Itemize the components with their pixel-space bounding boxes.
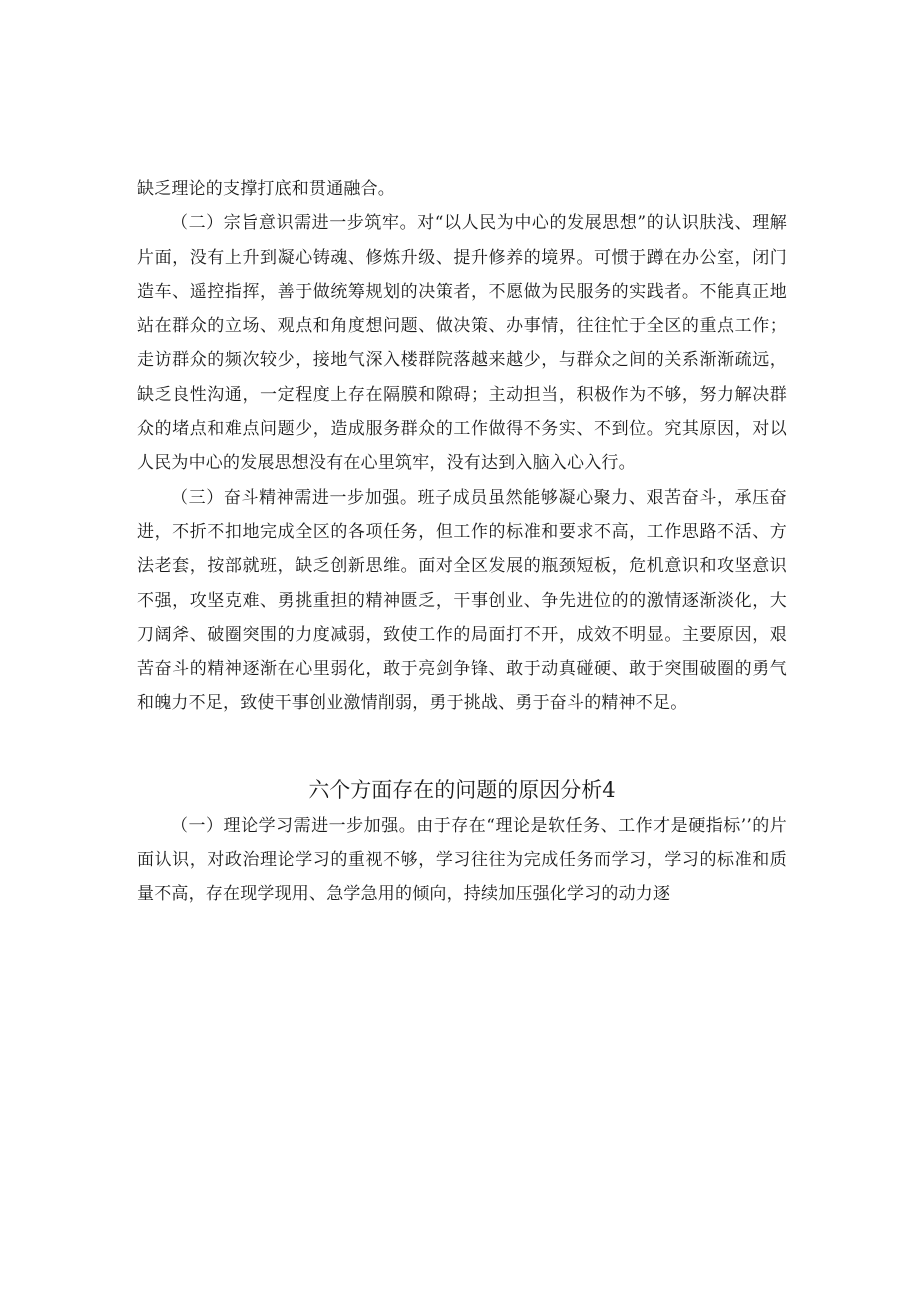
section-heading: 六个方面存在的问题的原因分析4 [308,777,616,802]
document-page [137,172,787,912]
paragraph-continuation: 缺乏理论的支撑打底和贯通融合。 [137,179,395,199]
paragraph-theory-study: （一）理论学习需进一步加强。由于存在“理论是软任务、工作才是硬指标’’的片面认识，对政治理论学习的重视不够，学习往往为完成任务而学习，学习的标准和质量不高，存在现学现用、急学急用的倾向，持续加压强化学习的动力逐 [137,815,787,905]
paragraph-purpose-awareness: （二）宗旨意识需进一步筑牢。对“以人民为中心的发展思想”的认识肤浅、理解片面，没有上升到凝心铸魂、修炼升级、提升修养的境界。可惯于蹲在办公室，闭门造车、遥控指挥，善于做统筹规划的决策者，不愿做为民服务的实践者。不能真正地站在群众的立场、观点和角度想问题、做决策、办事情，往往忙于全区的重点工作；走访群众的频次较少，接地气深入楼群院落越来越少，与群众之间的关系渐渐疏远，缺乏良性沟通，一定程度上存在隔膜和隙碍；主动担当，积极作为不够，努力解决群众的堵点和难点问题少，造成服务群众的工作做得不务实、不到位。究其原因，对以人民为中心的发展思想没有在心里筑牢，没有达到入脑入心入行。 [137,213,787,474]
paragraph-struggle-spirit: （三）奋斗精神需进一步加强。班子成员虽然能够凝心聚力、艰苦奋斗，承压奋进，不折不扣地完成全区的各项任务，但工作的标准和要求不高，工作思路不活、方法老套，按部就班，缺乏创新思维。面对全区发展的瓶颈短板，危机意识和攻坚意识不强，攻坚克难、勇挑重担的精神匮乏，干事创业、争先进位的的激情逐渐淡化，大刀阔斧、破圈突围的力度减弱，致使工作的局面打不开，成效不明显。主要原因，艰苦奋斗的精神逐渐在心里弱化，敢于亮剑争锋、敢于动真碰硬、敢于突围破圈的勇气和魄力不足，致使干事创业激情削弱，勇于挑战、勇于奋斗的精神不足。 [137,487,787,714]
